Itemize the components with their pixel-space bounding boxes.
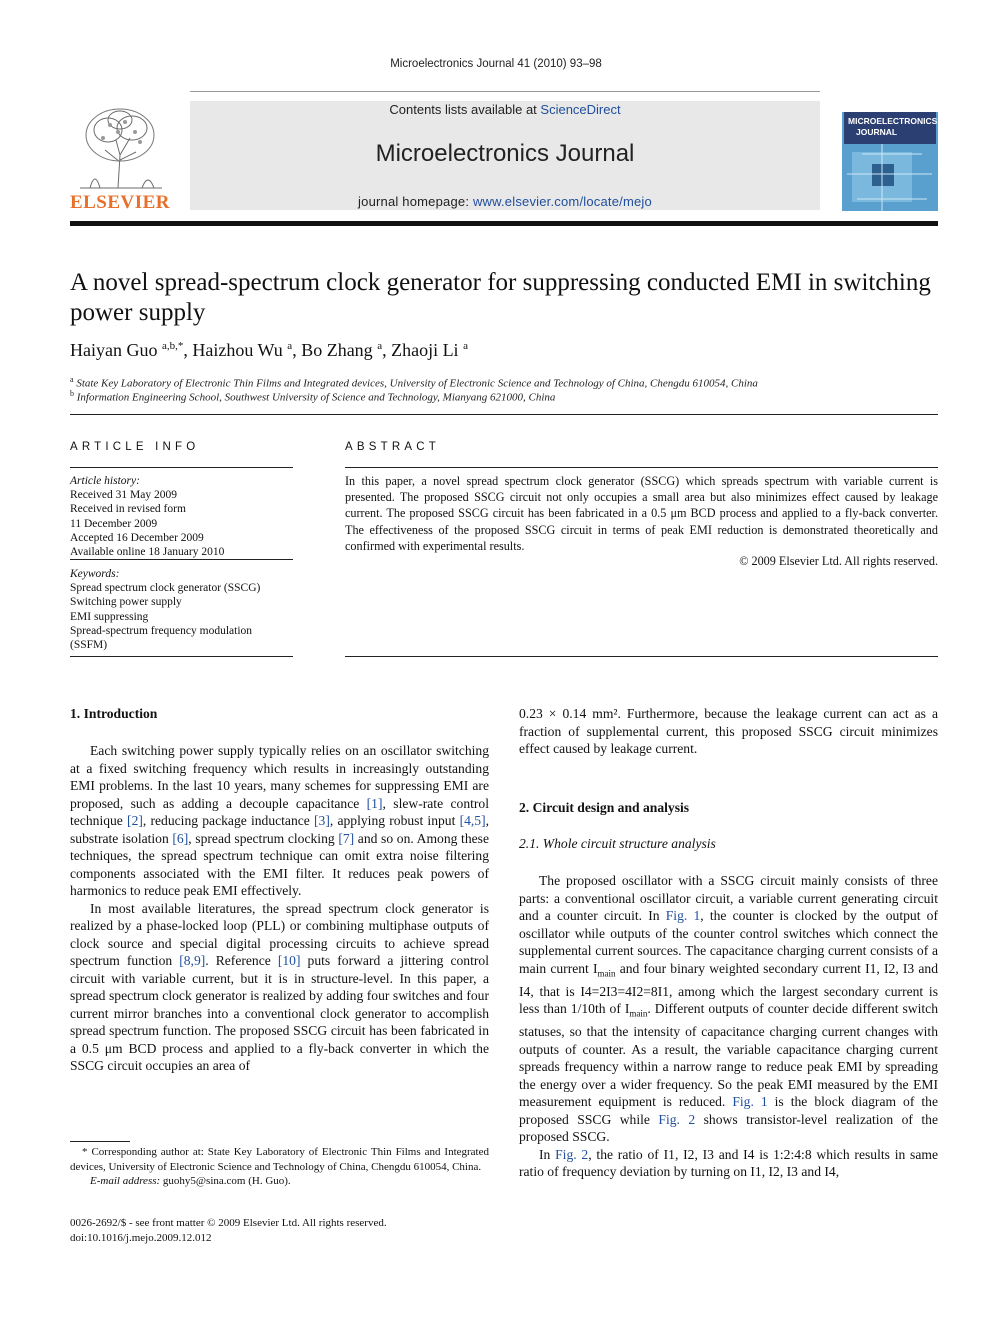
reference-link[interactable]: [6] xyxy=(172,830,189,846)
affiliation-b xyxy=(70,387,938,405)
text: . Different outputs of counter decide different switch statuses, so that the intensity of capacitance charging current changes with outputs of counter. As a result, the variable capacitance charging current spreads frequency within a narrow range to reduce peak EMI by spreading the energy over a wider frequency. So the peak EMI measured by the EMI measurement equipment is reduced. xyxy=(519,1001,938,1110)
author-name: Haiyan Guo xyxy=(70,340,158,360)
figure-link[interactable]: Fig. 2 xyxy=(658,1111,696,1127)
text: , reducing package inductance xyxy=(142,813,315,828)
history-label: Article history: xyxy=(70,475,140,487)
abstract-rule xyxy=(345,467,938,468)
header-divider xyxy=(70,221,938,226)
text: , substrate isolation xyxy=(70,813,490,846)
footnote-rule xyxy=(70,1141,130,1142)
cover-top xyxy=(842,92,938,112)
text: . Reference xyxy=(205,953,278,968)
author-sup: a xyxy=(377,340,383,352)
author-sup: a xyxy=(287,340,293,352)
affiliation-divider xyxy=(70,414,938,415)
keyword: (SSFM) xyxy=(70,639,108,652)
keyword: Spread-spectrum frequency modulation xyxy=(70,624,253,637)
subscript: main xyxy=(597,968,616,979)
paragraph xyxy=(70,742,489,900)
figure-link[interactable]: Fig. 2 xyxy=(555,1146,589,1162)
figure-link[interactable]: Fig. 1 xyxy=(665,908,701,923)
cover-title-1: MICROELECTRONICS xyxy=(848,116,938,126)
text: , spread spectrum clocking xyxy=(188,830,339,846)
abstract-heading: ABSTRACT xyxy=(345,441,440,453)
author xyxy=(391,340,468,360)
text: Each switching power supply typically relies on an oscillator switching at a fixed switching frequency which results in increasingly outstanding EMI problems. In the last 10 years, many schemes for suppressing EMI are proposed, such as adding a decouple capacitance xyxy=(70,743,489,811)
publisher-name: ELSEVIER xyxy=(69,192,171,213)
section-2-1-heading: 2.1. Whole circuit structure analysis xyxy=(519,836,716,851)
text: and so on. Among these techniques, the spread spectrum technique can omit extra noise filtering components associated with the EMI filter. It reduces peak powers of harmonics to reduce peak EMI effectively. xyxy=(70,830,489,898)
keyword: Switching power supply xyxy=(70,596,182,609)
email-label: E-mail address: xyxy=(90,1175,163,1187)
history-item: Received in revised form xyxy=(70,503,186,516)
text: The proposed oscillator with a SSCG circuit mainly consists of three parts: a conventional oscillator circuit, a variable current generating circuit and a counter circuit. In xyxy=(519,873,938,923)
homepage-prefix: journal homepage: xyxy=(358,194,473,209)
article-info-rule xyxy=(70,467,293,468)
paragraph-continued: 0.23 × 0.14 mm². Furthermore, because the leakage current can act as a fraction of supplemental current, this proposed SSCG circuit minimizes effect caused by leakage current. xyxy=(519,706,938,756)
reference-link[interactable]: [2] xyxy=(127,813,143,828)
author-sep: , xyxy=(382,340,392,360)
header-rule xyxy=(190,91,820,92)
keyword: Spread spectrum clock generator (SSCG) xyxy=(70,582,261,595)
author-sup: a xyxy=(463,340,468,352)
author-sep: , xyxy=(292,340,302,360)
author-sep: , xyxy=(183,340,193,360)
text: , slew-rate control technique xyxy=(70,795,490,828)
author-list xyxy=(70,340,468,361)
running-head: Microelectronics Journal 41 (2010) 93–98 xyxy=(390,58,602,70)
article-history xyxy=(70,474,293,559)
author xyxy=(70,340,192,360)
abstract-copyright: © 2009 Elsevier Ltd. All rights reserved. xyxy=(739,554,938,568)
paragraph xyxy=(70,900,489,1075)
keywords xyxy=(70,567,293,652)
journal-title: Microelectronics Journal xyxy=(375,140,635,167)
homepage-link[interactable]: www.elsevier.com/locate/mejo xyxy=(472,194,652,209)
front-matter xyxy=(70,1216,489,1245)
figure-link[interactable]: Fig. 1 xyxy=(732,1094,768,1110)
email-address[interactable]: guohy5@sina.com (H. Guo). xyxy=(162,1175,291,1187)
abstract-text: In this paper, a novel spread spectrum clock generator (SSCG) which spreads spectrum with variable current is presented. The proposed SSCG circuit not only occupies a small area but also minimizes effect caused by leakage current. The proposed SSCG circuit has been fabricated in a 0.5 μm BCD process and applied to a fly-back converter. The effectiveness of the proposed SSCG circuit in terms of peak EMI reduction is demonstrated theoretically and confirmed with experimental results. xyxy=(345,474,938,553)
footnote-email xyxy=(70,1174,489,1189)
cover-band xyxy=(844,112,936,144)
affiliation-sup: b xyxy=(70,389,74,398)
left-column xyxy=(70,742,489,1075)
paragraph xyxy=(519,1146,938,1181)
history-item: 11 December 2009 xyxy=(70,517,158,530)
reference-link[interactable]: [3] xyxy=(314,813,330,828)
paragraph xyxy=(519,872,938,1146)
reference-link[interactable]: [7] xyxy=(338,830,355,846)
reference-link[interactable]: [8,9] xyxy=(179,953,206,968)
keywords-rule xyxy=(70,656,293,657)
contents-prefix: Contents lists available at xyxy=(389,102,541,117)
right-column-top xyxy=(519,705,938,758)
affiliation-sup: a xyxy=(70,375,74,384)
reference-link[interactable]: [4,5] xyxy=(459,813,486,828)
text: In xyxy=(539,1146,556,1162)
text: In most available literatures, the spread spectrum clock generator is realized by a phase-locked loop (PLL) or combining multiphase outputs of clock source and special digital processing circuits to achieve spread spectrum function xyxy=(70,900,489,968)
contents-line xyxy=(190,102,820,117)
footnote-text: * Corresponding author at: State Key Laboratory of Electronic Thin Films and Integrated devices, University of Electronic Science and Technology of China, Chengdu 610054, China. xyxy=(70,1146,489,1173)
section-1-heading: 1. Introduction xyxy=(70,706,158,721)
cover-art xyxy=(842,144,938,211)
abstract-end-rule xyxy=(345,656,938,657)
text: puts forward a jittering control circuit with variable current, but it is in structure-level. In this paper, a spread spectrum clock generator is realized by adding four switches and four current mirror branches into a conventional clock generator to accomplish spread spectrum function. The proposed SSCG circuit has been fabricated in a 0.5 μm BCD process and applied to a fly-back converter in which the SSCG circuit occupies an area of xyxy=(70,953,489,1073)
article-info-heading: ARTICLE INFO xyxy=(70,441,200,453)
keyword: EMI suppressing xyxy=(70,610,149,623)
text: is the block diagram of the proposed SSCG while xyxy=(519,1094,938,1127)
author-name: Haizhou Wu xyxy=(192,340,283,360)
history-item: Accepted 16 December 2009 xyxy=(70,531,204,544)
author-sup: a,b,* xyxy=(161,340,184,352)
text: shows transistor-level realization of the proposed SSCG. xyxy=(519,1111,938,1145)
sciencedirect-link[interactable]: ScienceDirect xyxy=(540,102,621,117)
history-item: Available online 18 January 2010 xyxy=(70,546,225,559)
history-item: Received 31 May 2009 xyxy=(70,489,177,502)
article-title: A novel spread-spectrum clock generator for suppressing conducted EMI in switching power supply xyxy=(70,269,931,326)
subscript: main xyxy=(629,1008,648,1019)
author xyxy=(301,340,391,360)
doi-line[interactable]: doi:10.1016/j.mejo.2009.12.012 xyxy=(70,1231,212,1244)
keywords-label: Keywords: xyxy=(70,568,120,580)
author-name: Zhaoji Li xyxy=(391,340,459,360)
text: , the ratio of I1, I2, I3 and I4 is 1:2:4:8 which results in same ratio of frequency deviation by turning on I1, I2, I3 and I4, xyxy=(519,1146,938,1180)
cover-title-2: JOURNAL xyxy=(856,127,898,137)
right-column xyxy=(519,872,938,1181)
history-rule xyxy=(70,559,293,560)
author xyxy=(192,340,301,360)
text: , the counter is clocked by the output of oscillator while outputs of the counter control switches which connect the supplemental current sources. The capacitance charging current consists of a main current I xyxy=(519,908,939,976)
affiliation-text: State Key Laboratory of Electronic Thin Films and Integrated devices, University of Electronic Science and Technology of China, Chengdu 610054, China xyxy=(76,377,758,390)
author-name: Bo Zhang xyxy=(301,340,373,360)
issn-line: 0026-2692/$ - see front matter © 2009 Elsevier Ltd. All rights reserved. xyxy=(70,1217,387,1229)
reference-link[interactable]: [10] xyxy=(277,953,301,968)
reference-link[interactable]: [1] xyxy=(366,795,383,811)
section-2-heading: 2. Circuit design and analysis xyxy=(519,800,690,815)
journal-cover xyxy=(842,92,938,211)
affiliation-text: Information Engineering School, Southwest University of Science and Technology, Mianyang 621000, China xyxy=(76,391,556,404)
homepage-line xyxy=(190,194,820,209)
footnote-corresponding xyxy=(70,1145,489,1189)
text: and four binary weighted secondary current I1, I2, I3 and I4, that is I4=2I3=4I2=8I1, among which the largest secondary current is less than 1/10th of I xyxy=(519,960,938,1017)
text: , applying robust input xyxy=(329,813,460,828)
